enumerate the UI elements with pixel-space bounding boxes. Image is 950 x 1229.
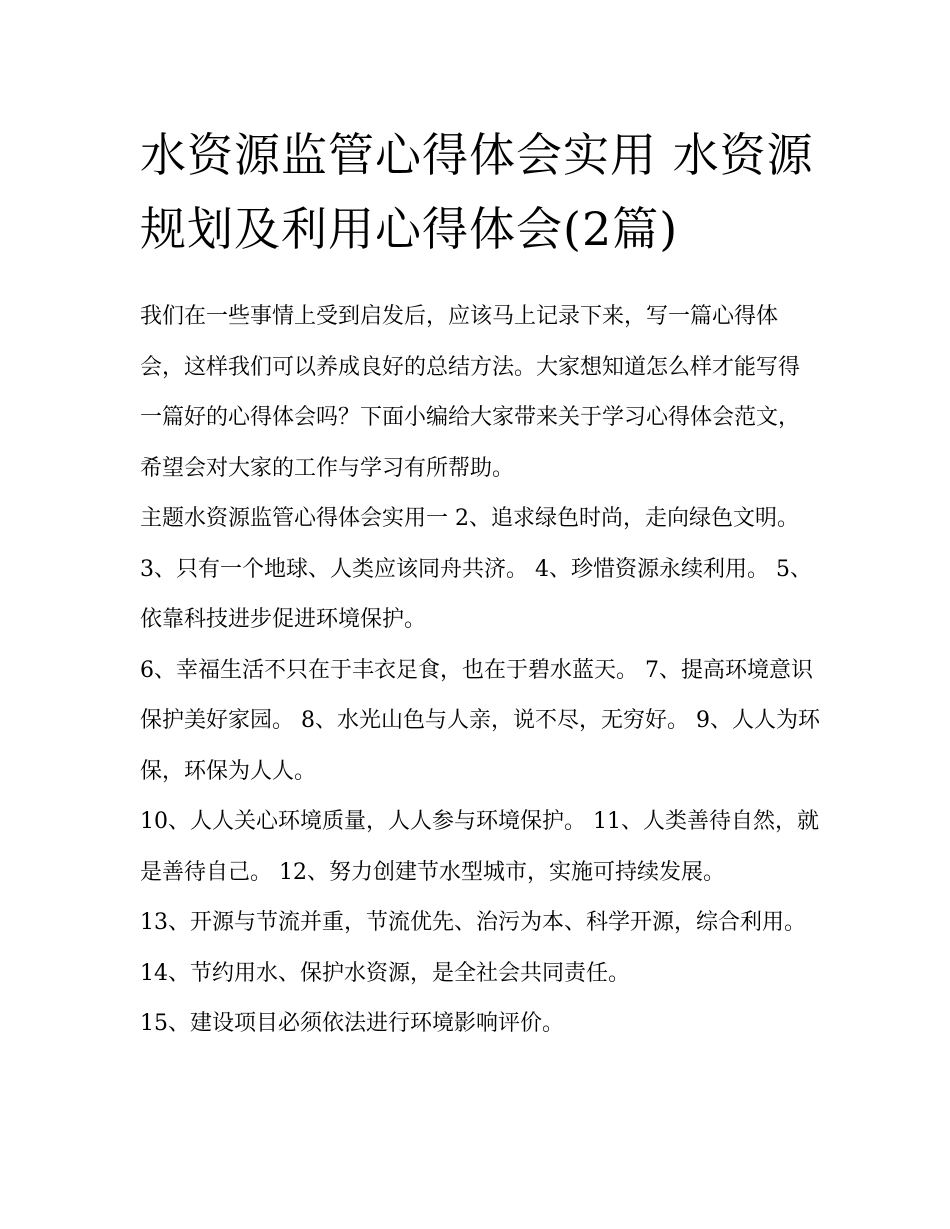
slogan-paragraph-4: 13、开源与节流并重，节流优先、治污为本、科学开源，综合利用。 14、节约用水、保护水资源，是全社会共同责任。 — [140, 910, 806, 986]
slogan-paragraph-1: 主题水资源监管心得体会实用一 2、追求绿色时尚，走向绿色文明。 3、只有一个地球、人类应该同舟共济。 4、珍惜资源永续利用。 5、依靠科技进步促进环境保护。 — [140, 506, 812, 632]
slogan-paragraph-3: 10、人人关心环境质量，人人参与环境保护。 11、人类善待自然，就是善待自己。 12、努力创建节水型城市，实施可持续发展。 — [140, 809, 819, 885]
document-title: 水资源监管心得体会实用 水资源规划及利用心得体会(2篇) — [140, 128, 814, 256]
slogan-paragraph-2: 6、幸福生活不只在于丰衣足食，也在于碧水蓝天。 7、提高环境意识保护美好家园。 8、水光山色与人亲，说不尽，无穷好。 9、人人为环保，环保为人人。 — [140, 657, 820, 784]
slogan-paragraph-5: 15、建设项目必须依法进行环境影响评价。 — [140, 1011, 564, 1036]
intro-paragraph: 我们在一些事情上受到启发后，应该马上记录下来，写一篇心得体会，这样我们可以养成良好的总结方法。大家想知道怎么样才能写得一篇好的心得体会吗？下面小编给大家带来关于学习心得体会范文，希望会对大家的工作与学习有所帮助。 — [140, 304, 801, 481]
